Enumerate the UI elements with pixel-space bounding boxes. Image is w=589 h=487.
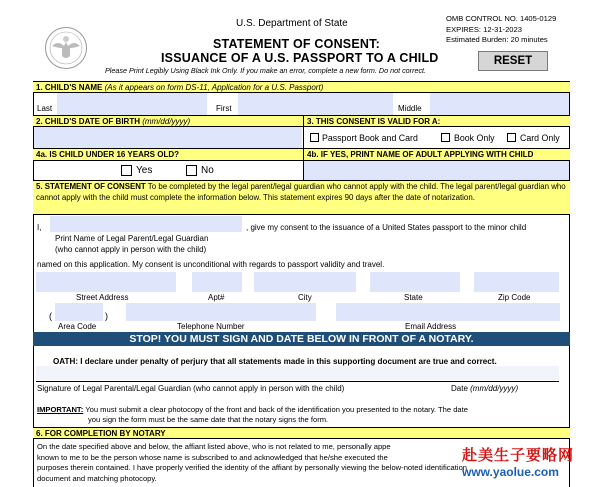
state-field[interactable]: [370, 272, 460, 292]
under-16-yes-checkbox[interactable]: [121, 165, 132, 176]
area-code-label: Area Code: [58, 322, 97, 331]
section3-heading: 3. THIS CONSENT IS VALID FOR A:: [307, 117, 441, 126]
telephone-number-field[interactable]: [126, 303, 316, 321]
notary-text-line3: purposes therein contained. I have properly verified the identity of the affiant by personally viewing the below-noted identification: [37, 463, 468, 473]
child-first-name-field[interactable]: [238, 93, 393, 115]
important-line2: you sign the form must be the same date that the notary signs the form.: [88, 415, 329, 424]
notary-text-line1: On the date specified above and below, the affiant listed above, who is not related to me, personally appe: [37, 442, 391, 451]
print-name-label: Print Name of Legal Parent/Legal Guardian: [55, 234, 209, 243]
signature-line: [36, 381, 559, 382]
section5-header: [33, 180, 570, 215]
zip-code-field[interactable]: [474, 272, 559, 292]
email-address-label: Email Address: [405, 322, 457, 331]
signature-date-label: [451, 384, 518, 393]
child-last-name-field[interactable]: [57, 93, 207, 115]
zip-code-label: Zip Code: [498, 293, 531, 302]
important-line1: You must submit a clear photocopy of the front and back of the identification you presented to the notary. The date: [83, 405, 468, 414]
omb-info: [446, 14, 556, 46]
email-address-field[interactable]: [336, 303, 560, 321]
stop-notary-banner: STOP! YOU MUST SIGN AND DATE BELOW IN FRONT OF A NOTARY.: [33, 332, 570, 346]
section1-header: [33, 81, 570, 93]
section2-heading: 2. CHILD'S DATE OF BIRTH: [36, 117, 140, 126]
section3-header: [303, 115, 570, 127]
signature-area[interactable]: [36, 366, 559, 380]
state-department-seal-icon: [44, 26, 88, 70]
area-code-close-paren: ): [105, 311, 108, 321]
child-middle-name-field[interactable]: [430, 93, 569, 115]
under-16-no-label: No: [201, 165, 214, 176]
area-code-field[interactable]: [55, 303, 103, 321]
consent-i-label: I,: [37, 223, 42, 232]
child-last-name-label: Last: [37, 104, 53, 113]
street-address-field[interactable]: [36, 272, 176, 292]
apt-number-label: Apt#: [208, 293, 225, 302]
notary-text-line4: document and matching photocopy.: [37, 473, 157, 483]
city-label: City: [298, 293, 312, 302]
section6-heading: 6. FOR COMPLETION BY NOTARY: [36, 429, 166, 438]
child-first-name-label: First: [216, 104, 232, 113]
date-format-text: (mm/dd/yyyy): [470, 384, 519, 393]
section5-heading-text: To be completed by the legal parent/legal guardian who cannot apply with the child. The legal parent/legal guardian who cannot apply with the child must complete the information below. This statement expires 90 days after the date of notarization.: [36, 182, 566, 202]
section4a-header: [33, 148, 303, 161]
reset-button[interactable]: RESET: [478, 51, 548, 71]
notary-text-line2: known to me to be the person whose name is subscribed to and acknowledged that he/she executed the: [37, 452, 388, 462]
watermark-url: www.yaolue.com: [462, 465, 559, 479]
section5-heading: 5. STATEMENT OF CONSENT: [36, 182, 146, 191]
oath-statement: OATH: I declare under penalty of perjury that all statements made in this supporting document are true and correct.: [53, 357, 497, 366]
section4b-header: [303, 148, 570, 161]
important-notice: [37, 405, 567, 425]
section4b-heading: 4b. IF YES, PRINT NAME OF ADULT APPLYING WITH CHILD: [307, 150, 534, 159]
important-label: IMPORTANT:: [37, 405, 84, 414]
omb-burden: Estimated Burden: 20 minutes: [446, 35, 548, 44]
print-name-sublabel: (who cannot apply in person with the child): [55, 245, 207, 254]
omb-control-number: OMB CONTROL NO. 1405-0129: [446, 14, 557, 23]
consent-named-text: named on this application. My consent is unconditional with regards to passport validity and travel.: [37, 260, 385, 269]
form-title-line1: STATEMENT OF CONSENT:: [213, 37, 380, 51]
passport-book-and-card-label: Passport Book and Card: [322, 133, 418, 143]
street-address-label: Street Address: [76, 293, 129, 302]
card-only-checkbox[interactable]: [507, 133, 516, 142]
signature-label: Signature of Legal Parental/Legal Guardian (who cannot apply in person with the child): [37, 384, 345, 393]
form-title-line2: ISSUANCE OF A U.S. PASSPORT TO A CHILD: [161, 51, 439, 65]
department-name: U.S. Department of State: [236, 18, 348, 29]
area-code-open-paren: (: [49, 311, 52, 321]
apt-number-field[interactable]: [192, 272, 242, 292]
omb-expires: EXPIRES: 12-31-2023: [446, 24, 522, 34]
state-label: State: [404, 293, 423, 302]
consent-text: , give my consent to the issuance of a United States passport to the minor child: [246, 223, 527, 232]
section6-header: [33, 427, 570, 439]
section2-header: [33, 115, 303, 127]
section2-3-divider: [303, 127, 304, 148]
book-only-checkbox[interactable]: [441, 133, 450, 142]
child-date-of-birth-field[interactable]: [34, 127, 302, 148]
section1-heading: 1. CHILD'S NAME: [36, 83, 103, 92]
form-instructions-note: Please Print Legibly Using Black Ink Only. If you make an error, complete a new form. Do not correct.: [105, 66, 427, 75]
under-16-no-checkbox[interactable]: [186, 165, 197, 176]
section1-heading-note: (As it appears on form DS-11, Application for a U.S. Passport): [104, 83, 324, 92]
passport-book-and-card-checkbox[interactable]: [310, 133, 319, 142]
section2-heading-note: (mm/dd/yyyy): [142, 117, 191, 126]
card-only-label: Card Only: [520, 133, 560, 143]
telephone-number-label: Telephone Number: [177, 322, 245, 331]
adult-applying-name-field[interactable]: [304, 161, 569, 180]
section4a-heading: 4a. IS CHILD UNDER 16 YEARS OLD?: [36, 150, 179, 159]
city-field[interactable]: [254, 272, 356, 292]
date-label-text: Date: [451, 384, 468, 393]
parent-guardian-name-field[interactable]: [50, 216, 242, 232]
book-only-label: Book Only: [454, 133, 495, 143]
child-middle-name-label: Middle: [398, 104, 422, 113]
watermark-chinese: 赴美生子要略网: [462, 447, 575, 464]
under-16-yes-label: Yes: [136, 165, 153, 176]
